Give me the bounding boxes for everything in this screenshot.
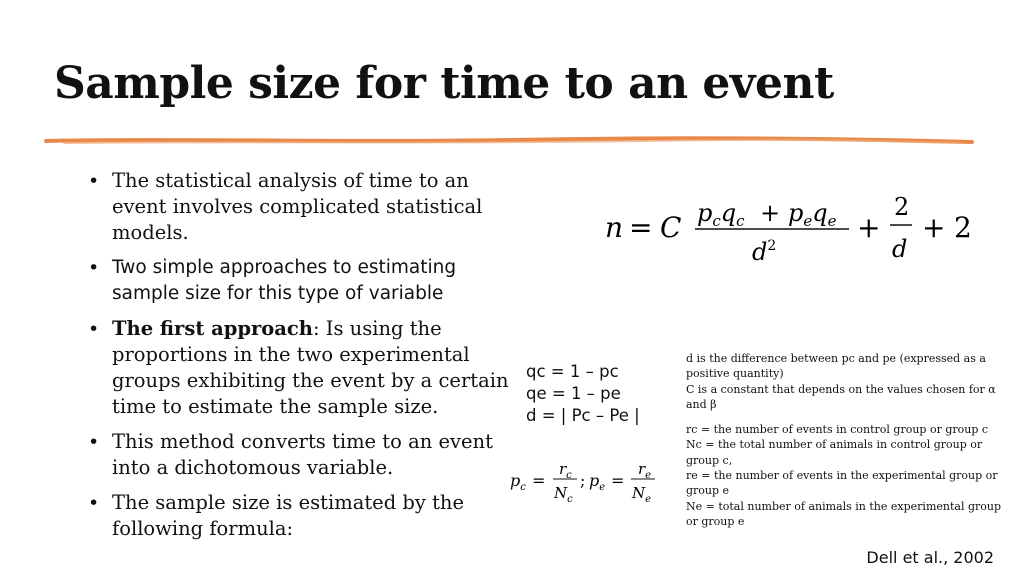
svg-text:pc: $p_c$ <box>510 471 526 493</box>
bullet-item: • The first approach: Is using the proportions in the two experimental groups exhibiting the event by a certain time to estimate the sample size. <box>112 316 512 420</box>
citation: Dell et al., 2002 <box>866 548 994 567</box>
definition-line: qc = 1 – pc <box>526 362 619 381</box>
svg-text:peqe: $p_eq_e$ <box>788 199 837 230</box>
bullet-item: • The statistical analysis of time to an event involves complicated statistical models. <box>112 168 512 246</box>
bullet-list <box>112 168 512 551</box>
bullet-item: • This method converts time to an event into a dichotomous variable. <box>112 429 512 481</box>
svg-text:2: 2 <box>894 193 910 221</box>
svg-text:pcqc: $p_cq_c$ <box>697 199 745 230</box>
svg-text:C: C <box>660 211 682 244</box>
proportion-formula <box>507 456 672 506</box>
note-line: rc = the number of events in control group or group c <box>686 423 989 437</box>
svg-text:=: = <box>611 471 625 490</box>
svg-text:n: n <box>605 211 624 244</box>
svg-text:=: = <box>629 211 653 244</box>
title-underline <box>44 132 974 150</box>
svg-text:Ne: $N_e$ <box>632 484 652 505</box>
svg-text:pe: $p_e$ <box>589 471 606 493</box>
sample-size-formula <box>605 187 980 267</box>
svg-text:2: 2 <box>954 211 972 244</box>
svg-text:re: $r_e$ <box>638 460 652 481</box>
svg-text:d: d <box>892 235 908 263</box>
svg-text:+: + <box>922 211 946 244</box>
svg-text:;: ; <box>580 471 586 490</box>
note-line: C is a constant that depends on the values chosen for α and β <box>686 382 996 411</box>
note-line: Nc = the total number of animals in control group or group c, <box>686 438 983 467</box>
svg-text:+: + <box>760 199 781 227</box>
svg-text:=: = <box>532 471 546 490</box>
svg-text:Nc: $N_c$ <box>554 484 573 505</box>
bullet-item: • Two simple approaches to estimating sample size for this type of variable <box>112 255 512 307</box>
svg-text:d2: $d^2$ <box>752 238 777 266</box>
svg-text:rc: $r_c$ <box>559 460 572 481</box>
note-line: d is the difference between pc and pe (expressed as a positive quantity) <box>686 352 986 381</box>
variable-definitions <box>526 361 640 427</box>
svg-text:+: + <box>857 211 881 244</box>
page-title: Sample size for time to an event <box>54 58 834 109</box>
definition-line: qe = 1 – pe <box>526 384 621 403</box>
notes-block <box>686 351 1016 529</box>
note-line: re = the number of events in the experimental group or group e <box>686 469 998 498</box>
definition-line: d = | Pc – Pe | <box>526 406 640 425</box>
bullet-item: • The sample size is estimated by the following formula: <box>112 490 512 542</box>
note-line: Ne = total number of animals in the experimental group or group e <box>686 499 1002 528</box>
